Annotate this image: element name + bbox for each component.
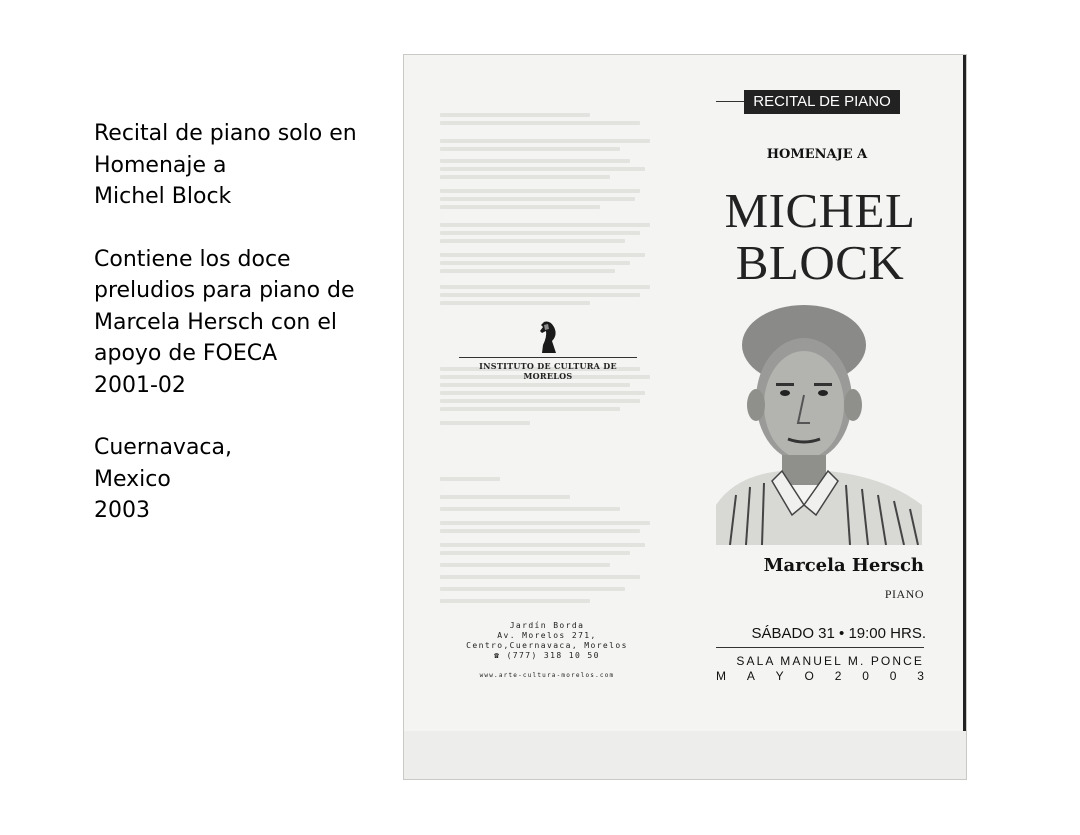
faint-text-line — [440, 543, 645, 547]
faint-text-line — [440, 587, 625, 591]
honoree-name-line-2: BLOCK — [735, 235, 905, 290]
caption-place-line-2: Mexico — [94, 466, 171, 492]
faint-text-line — [440, 223, 650, 227]
faint-text-line — [440, 175, 610, 179]
homenaje-subtitle: HOMENAJE A — [766, 147, 868, 162]
faint-text-line — [440, 495, 570, 499]
year-digit: 0 — [862, 669, 869, 683]
caption-text — [94, 118, 394, 527]
badge-line — [716, 101, 746, 102]
honoree-name — [720, 185, 920, 289]
scan-edge — [963, 55, 966, 779]
performer-name: Marcela Hersch — [763, 555, 924, 576]
faint-text-line — [440, 575, 640, 579]
venue-website: www.arte-cultura-morelos.com — [479, 672, 615, 679]
recital-badge: RECITAL DE PIANO — [744, 90, 900, 114]
month-letter: O — [804, 669, 814, 683]
faint-text-line — [440, 391, 645, 395]
faint-text-line — [440, 189, 640, 193]
faint-text-line — [440, 399, 640, 403]
year-digit: 3 — [917, 669, 924, 683]
faint-text-line — [440, 167, 645, 171]
scan-bottom-band — [404, 731, 966, 779]
month-letter: Y — [775, 669, 784, 683]
faint-text-line — [440, 301, 590, 305]
caption-desc-line-4: apoyo de FOECA — [94, 341, 278, 366]
caption-title-line-2: Homenaje a — [94, 152, 227, 178]
event-datetime: SÁBADO 31 • 19:00 HRS. — [751, 625, 926, 642]
faint-text-line — [440, 507, 620, 511]
faint-text-line — [440, 421, 530, 425]
event-hall: SALA MANUEL M. PONCE — [736, 654, 924, 668]
month-letter: M — [716, 669, 726, 683]
caption-place-line-1: Cuernavaca, — [94, 435, 232, 460]
faint-text-line — [440, 407, 620, 411]
chess-knight-icon — [532, 317, 564, 355]
faint-text-line — [440, 113, 590, 117]
event-month-year — [716, 669, 924, 683]
venue-name: Jardín Borda — [509, 621, 585, 630]
caption-title-line-3: Michel Block — [94, 184, 232, 209]
faint-text-line — [440, 551, 630, 555]
year-digit: 2 — [834, 669, 842, 683]
faint-text-line — [440, 285, 650, 289]
faint-text-line — [440, 253, 645, 257]
faint-text-line — [440, 231, 640, 235]
year-digit: 0 — [889, 669, 897, 683]
faint-text-line — [440, 521, 650, 525]
institute-name: INSTITUTO DE CULTURA DE MORELOS — [479, 361, 617, 381]
caption-desc-line-3: Marcela Hersch con el — [94, 309, 337, 335]
caption-desc-line-2: preludios para piano de — [94, 278, 355, 303]
faint-text-line — [440, 599, 590, 603]
venue-address-1: Av. Morelos 271, — [497, 631, 597, 640]
venue-address-2: Centro,Cuernavaca, Morelos — [466, 641, 628, 650]
faint-text-line — [440, 205, 600, 209]
faint-text-line — [440, 477, 500, 481]
faint-text-line — [440, 529, 640, 533]
faint-text-line — [440, 139, 650, 143]
caption-place-line-3: 2003 — [94, 498, 150, 523]
instrument-label: PIANO — [884, 587, 924, 601]
faint-text-line — [440, 147, 620, 151]
caption-desc-line-1: Contiene los doce — [94, 246, 291, 272]
faint-text-line — [440, 269, 615, 273]
program-scan — [403, 54, 967, 780]
faint-text-line — [440, 563, 610, 567]
month-letter: A — [746, 669, 755, 683]
faint-text-line — [440, 383, 630, 387]
logo-rule — [459, 357, 637, 358]
caption-title-line-1: Recital de piano solo en — [94, 121, 357, 146]
datetime-rule — [716, 647, 924, 648]
honoree-name-line-1: MICHEL — [724, 183, 916, 238]
faint-text-line — [440, 239, 625, 243]
venue-block — [452, 621, 642, 681]
portrait-photo — [716, 305, 922, 545]
faint-text-line — [440, 261, 630, 265]
faint-text-line — [440, 121, 640, 125]
venue-phone: ☎ (777) 318 10 50 — [494, 651, 600, 660]
caption-desc-line-5: 2001-02 — [94, 372, 186, 398]
faint-text-line — [440, 293, 640, 297]
faint-text-line — [440, 159, 630, 163]
faint-text-line — [440, 197, 635, 201]
